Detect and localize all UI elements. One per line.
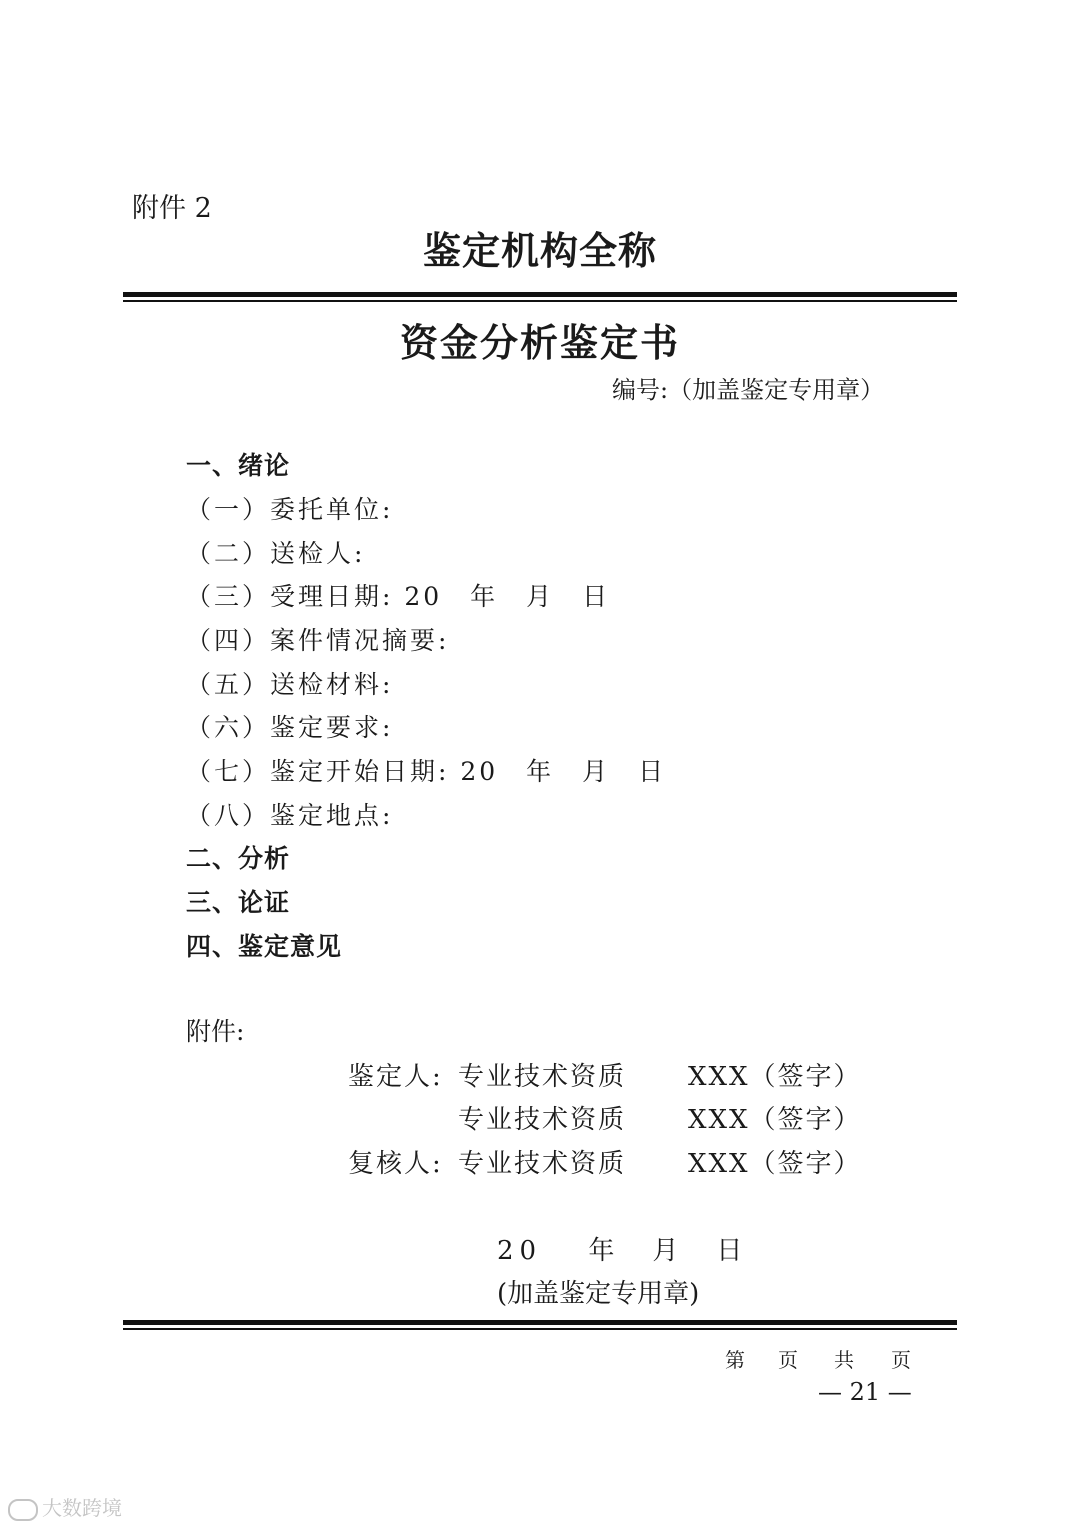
- document-title: 资金分析鉴定书: [399, 320, 680, 365]
- footer-ye-2: 页: [891, 1348, 911, 1372]
- qualification-3: 专业技术资质: [458, 1149, 627, 1179]
- document-number: 编号:（加盖鉴定专用章）: [612, 376, 885, 404]
- item-accept-date: （三）受理日期: 20 年 月 日: [186, 582, 611, 611]
- appraiser-label: 鉴定人:: [348, 1062, 443, 1092]
- watermark: [8, 1492, 122, 1521]
- item-case-summary: （四）案件情况摘要:: [186, 626, 450, 655]
- item-client: （一）委托单位:: [186, 495, 394, 524]
- item-submitter: （二）送检人:: [186, 539, 366, 568]
- reviewer-label: 复核人:: [348, 1149, 443, 1179]
- page-number: — 21 —: [818, 1378, 912, 1406]
- qualification-1: 专业技术资质: [458, 1062, 627, 1092]
- organization-name: 鉴定机构全称: [422, 228, 657, 273]
- footer-ye-1: 页: [778, 1348, 798, 1372]
- item-start-date: （七）鉴定开始日期: 20 年 月 日: [186, 757, 667, 786]
- item-requirements: （六）鉴定要求:: [186, 713, 394, 742]
- signature-1: XXX（签字）: [688, 1062, 862, 1092]
- footer-gong: 共: [834, 1348, 854, 1372]
- section-introduction: 一、绪论: [186, 451, 291, 480]
- section-opinion: 四、鉴定意见: [186, 932, 343, 961]
- signature-3: XXX（签字）: [688, 1149, 862, 1179]
- closing-seal: (加盖鉴定专用章): [497, 1279, 700, 1309]
- closing-date: 20 年 月 日: [497, 1236, 749, 1266]
- footer-di: 第: [725, 1348, 745, 1372]
- attachments-label: 附件:: [186, 1017, 245, 1046]
- top-divider: [123, 292, 957, 302]
- watermark-logo-icon: [8, 1499, 38, 1521]
- watermark-text: 大数跨境: [42, 1496, 122, 1520]
- item-materials: （五）送检材料:: [186, 670, 394, 699]
- section-analysis: 二、分析: [186, 844, 291, 873]
- attachment-label: 附件 2: [132, 193, 212, 224]
- qualification-2: 专业技术资质: [458, 1105, 627, 1135]
- section-argument: 三、论证: [186, 888, 291, 917]
- item-location: （八）鉴定地点:: [186, 801, 394, 830]
- signature-2: XXX（签字）: [688, 1105, 862, 1135]
- bottom-divider: [123, 1320, 957, 1330]
